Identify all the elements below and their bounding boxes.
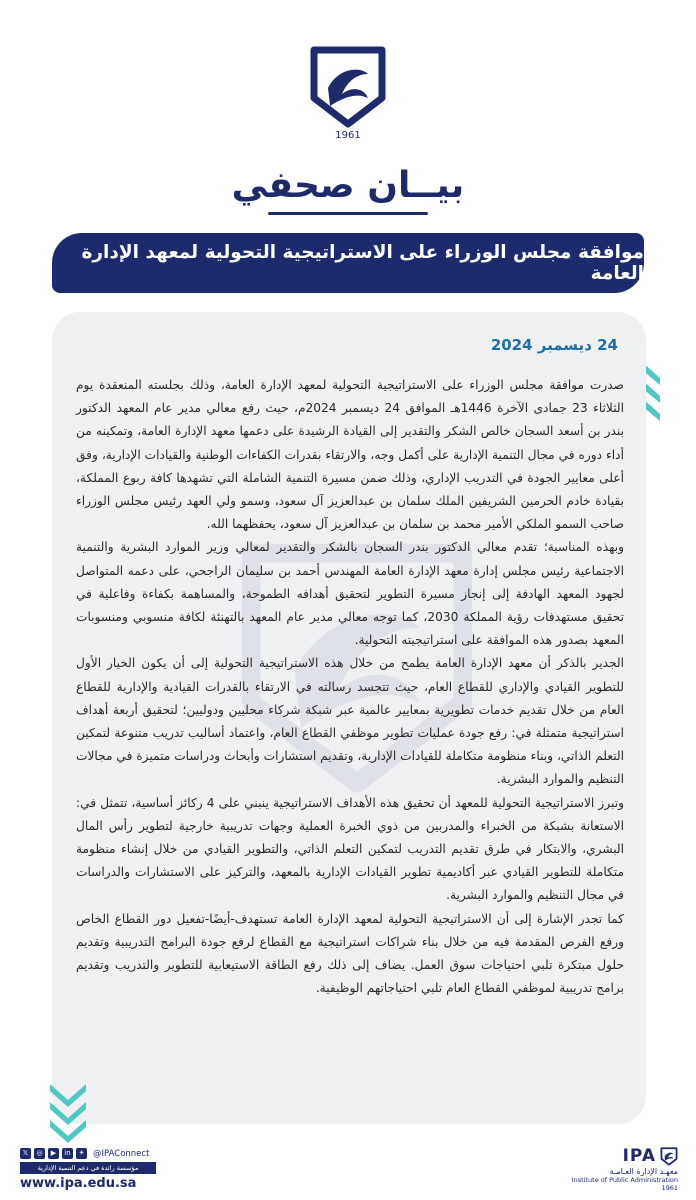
chevron-down-decoration-icon bbox=[46, 1080, 90, 1146]
website-link[interactable]: www.ipa.edu.sa bbox=[20, 1176, 137, 1191]
headline-underline bbox=[268, 212, 428, 215]
page-title: موافقة مجلس الوزراء على الاستراتيجية التحولية لمعهد الإدارة العامة bbox=[81, 242, 644, 284]
social-links bbox=[20, 1148, 170, 1159]
paragraph: وتبرز الاستراتيجية التحولية للمعهد أن تحقيق هذه الأهداف الاستراتيجية ينبني على 4 ركائز أساسية، تتمثل في: الاستعانة بشبكة من الخبراء والمدربين من ذوي الخبرة العملية وجهات تدريبية خارجية لتطوير رأس المال البشري، والابتكار في طرق تقديم التدريب لتمكين التعلم الذاتي، والتطوير القيادي من خلال إنشاء منظومة متكاملة للتطوير القيادي عبر أكاديمية تطوير القيادات الإدارية بالمعهد، والتركيز على الاستشارات والدراسات في مجال التنظيم والموارد البشرية. bbox=[76, 795, 624, 903]
org-name-arabic: معهـد الإدارة العـامـة bbox=[609, 1167, 678, 1176]
org-name-english: Institute of Public Administration bbox=[571, 1176, 678, 1184]
paragraph: صدرت موافقة مجلس الوزراء على الاستراتيجية التحولية لمعهد الإدارة العامة، وذلك بجلسته المنعقدة يوم الثلاثاء 23 جمادى الآخرة 1446هـ الموافق 24 ديسمبر 2024م، حيث رفع معالي مدير عام المعهد الدكتور بندر بن أسعد السجان خالص الشكر والتقدير إلى القيادة الرشيدة على دعمها معهد الإدارة العامة، وتمكينه من أداء دوره في مجال التنمية الإدارية على أكمل وجه، والارتقاء بقدرات الكفاءات الوطنية والقيادات الإدارية، وفق أعلى معايير الجودة في التدريب الإداري، وذلك ضمن مسيرة التنمية الشاملة التي تشهدها كافة ربوع المملكة، بقيادة خادم الحرمين الشريفين الملك سلمان بن عبدالعزيز آل سعود، وسمو ولي العهد رئيس مجلس الوزراء صاحب السمو الملكي الأمير محمد بن سلمان بن عبدالعزيز آل سعود، يحفظهما الله. bbox=[76, 378, 624, 532]
article-body bbox=[76, 374, 624, 1000]
footer-brand bbox=[548, 1146, 678, 1192]
paragraph: الجدير بالذكر أن معهد الإدارة العامة يطمح من خلال هذه الاستراتيجية التحولية إلى أن يكون الخيار الأول للتطوير القيادي والإداري للقطاع العام، حيث تتجسد رسالته في الارتقاء بالقدرات القيادية والإدارية للقطاع العام من خلال تقديم خدمات تطويرية بمعايير عالمية عبر شبكة شركاء محليين ودوليين؛ لتحقيق أربعة أهداف استراتيجية متمثلة في: رفع جودة عمليات تطوير موظفي القطاع العام، واعتماد أساليب تدريب متنوعة لتمكين التعلم الذاتي، وبناء منظومة متكاملة للقيادات الإدارية، وتقديم استشارات وأبحاث ودراسات متميزة في مجالات التنظيم والموارد البشرية. bbox=[76, 656, 624, 787]
ipa-logo bbox=[308, 40, 388, 150]
content-card bbox=[52, 312, 646, 1124]
org-letters: IPA bbox=[622, 1146, 656, 1166]
paragraph: وبهذه المناسبة؛ تقدم معالي الدكتور بندر السجان بالشكر والتقدير لمعالي وزير الموارد البشرية والتنمية الاجتماعية رئيس مجلس إدارة معهد الإدارة العامة المهندس أحمد بن سليمان الراجحي، على دعمه المتواصل لجهود المعهد الهادفة إلى إنجاز مسيرة التطوير لتحقيق أهدافه الطموحة، والمساهمة بكفاءة وفاعلية في تحقيق مستهدفات رؤية المملكة 2030، كما توجه معالي مدير عام المعهد بالتهنئة لكافة منسوبي ومنسوبات المعهد بصدور هذه الموافقة على استراتيجيته التحولية. bbox=[76, 540, 624, 648]
logo-mark-icon bbox=[308, 40, 388, 130]
paragraph: كما تجدر الإشارة إلى أن الاستراتيجية التحولية لمعهد الإدارة العامة تستهدف-أيضًا-تفعيل دور القطاع الخاص ورفع الفرص المقدمة فيه من خلال بناء شراكات استراتيجية مع القطاع لرفع جودة البرامج التدريبية وتقديم حلول مبتكرة تلبي احتياجات سوق العمل. يضاف إلى ذلك رفع الطاقة الاستيعابية للتطوير والتدريب وتقديم برامج تدريبية لموظفي القطاع العام تلبي احتياجاتهم الوظيفية. bbox=[76, 911, 624, 996]
youtube-icon[interactable]: ▶ bbox=[48, 1148, 59, 1159]
org-year: 1961 bbox=[661, 1184, 678, 1192]
press-release-headline: بيــان صحفي bbox=[231, 165, 465, 206]
footer-contact bbox=[20, 1148, 170, 1191]
footer-logo-icon bbox=[660, 1146, 678, 1166]
instagram-icon[interactable]: ◎ bbox=[34, 1148, 45, 1159]
social-handle[interactable]: @IPAConnect bbox=[93, 1148, 150, 1159]
logo-year: 1961 bbox=[335, 130, 361, 141]
footer-tagline: مؤسسة رائدة في دعم التنمية الإدارية bbox=[20, 1162, 156, 1174]
title-banner bbox=[52, 233, 644, 293]
footer-logo-row bbox=[548, 1146, 678, 1166]
snapchat-icon[interactable]: ✦ bbox=[76, 1148, 87, 1159]
x-icon[interactable]: 𝕏 bbox=[20, 1148, 31, 1159]
linkedin-icon[interactable]: in bbox=[62, 1148, 73, 1159]
release-date: 24 ديسمبر 2024 bbox=[490, 336, 618, 354]
